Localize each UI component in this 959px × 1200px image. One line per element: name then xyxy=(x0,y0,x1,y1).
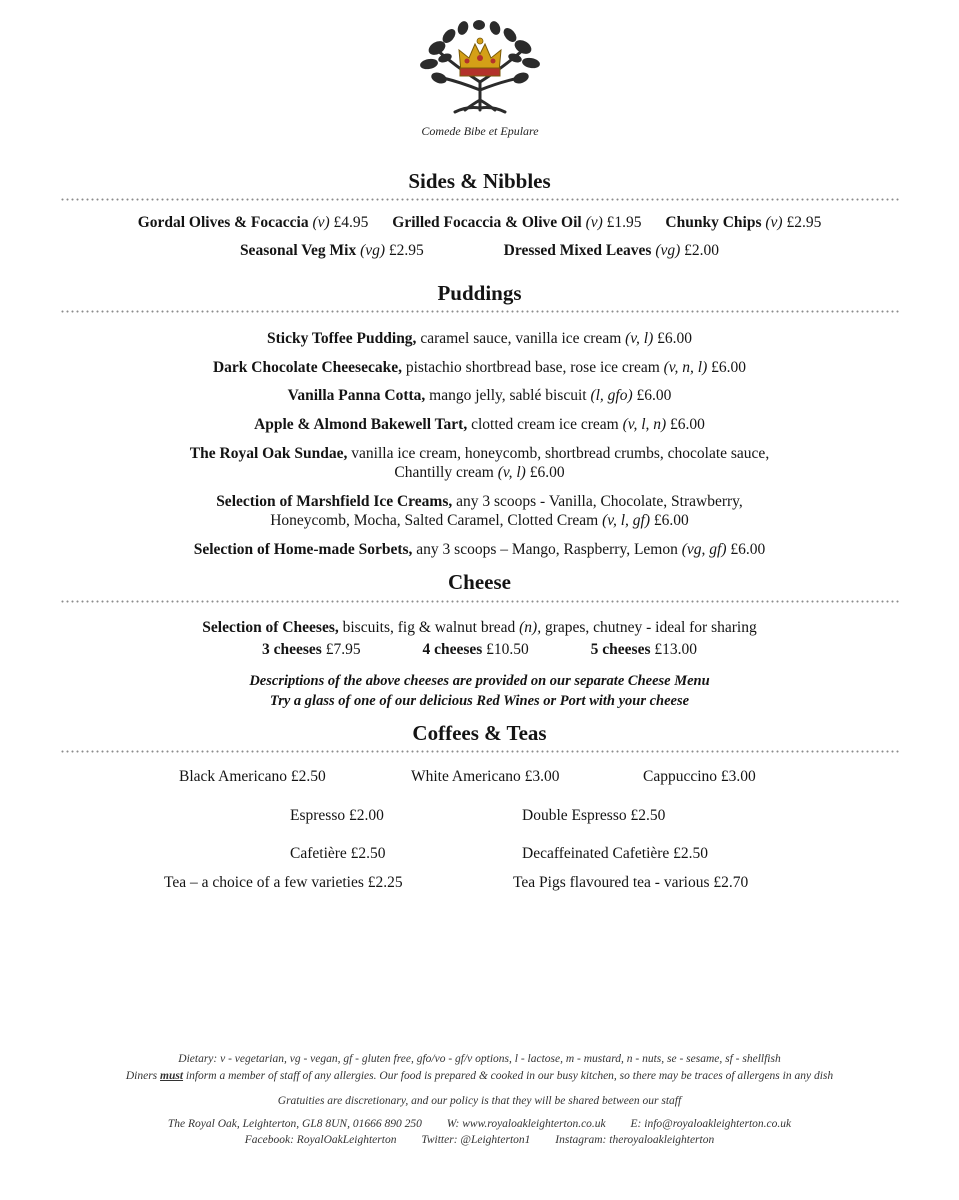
menu-item: Selection of Home-made Sorbets, any 3 scoops – Mango, Raspberry, Lemon (vg, gf) £6.00 xyxy=(193,541,766,558)
menu-item: White Americano £3.00 xyxy=(411,768,560,785)
section-title-puddings: Puddings xyxy=(437,281,522,305)
menu-item: Cappuccino £3.00 xyxy=(643,768,756,785)
sides-row-2 xyxy=(20,241,939,261)
menu-item: Gordal Olives & Focaccia (v) £4.95 xyxy=(137,214,369,231)
website-link[interactable]: W: www.royaloakleighterton.co.uk xyxy=(446,1118,606,1130)
menu-item: The Royal Oak Sundae, vanilla ice cream, honeycomb, shortbread crumbs, chocolate sauce, xyxy=(189,445,770,462)
motto: Comede Bibe et Epulare xyxy=(421,124,539,138)
menu-item: Espresso £2.00 xyxy=(290,807,384,824)
cheese-selection: Selection of Cheeses, biscuits, fig & walnut bread (n), grapes, chutney - ideal for sharing xyxy=(202,619,757,636)
menu-item: Tea – a choice of a few varieties £2.25 xyxy=(164,874,403,891)
oak-crown-emblem-icon xyxy=(415,20,545,116)
cheese-options xyxy=(20,640,939,660)
cheese-note: Descriptions of the above cheeses are provided on our separate Cheese Menu xyxy=(249,673,710,689)
sides-row-1 xyxy=(20,213,939,233)
allergy-notice: Diners must inform a member of staff of any allergies. Our food is prepared & cooked in our busy kitchen, so there may be traces of allergens in any dish xyxy=(125,1070,834,1082)
menu-item: Chunky Chips (v) £2.95 xyxy=(665,214,822,231)
gratuities-notice: Gratuities are discretionary, and our policy is that they will be shared between our staff xyxy=(277,1095,682,1107)
menu-item: Double Espresso £2.50 xyxy=(522,807,666,824)
dotted-divider xyxy=(60,309,900,314)
dotted-divider xyxy=(60,599,900,604)
cheese-note: Try a glass of one of our delicious Red Wines or Port with your cheese xyxy=(269,693,690,709)
facebook-link[interactable]: Facebook: RoyalOakLeighterton xyxy=(244,1134,397,1146)
menu-item: Seasonal Veg Mix (vg) £2.95 xyxy=(239,242,424,259)
menu-item-continued: Chantilly cream (v, l) £6.00 xyxy=(394,464,565,481)
dietary-key: Dietary: v - vegetarian, vg - vegan, gf - gluten free, gfo/vo - gf/v options, l - lactose, m - mustard, n - nuts, se - sesame, sf - shellfish xyxy=(178,1053,781,1065)
section-title-coffees: Coffees & Teas xyxy=(412,721,547,745)
section-title-sides: Sides & Nibbles xyxy=(408,169,551,193)
cheese-option: 5 cheeses £13.00 xyxy=(590,641,697,658)
menu-item: Apple & Almond Bakewell Tart, clotted cream ice cream (v, l, n) £6.00 xyxy=(254,416,705,433)
contact-line xyxy=(20,1118,939,1130)
menu-item-continued: Honeycomb, Mocha, Salted Caramel, Clotted Cream (v, l, gf) £6.00 xyxy=(270,512,689,529)
twitter-link[interactable]: Twitter: @Leighterton1 xyxy=(421,1134,531,1146)
email-link[interactable]: E: info@royaloakleighterton.co.uk xyxy=(630,1118,792,1130)
royal-oak-logo xyxy=(415,20,545,116)
menu-item: Vanilla Panna Cotta, mango jelly, sablé biscuit (l, gfo) £6.00 xyxy=(287,387,672,404)
social-line xyxy=(20,1134,939,1146)
menu-item: Dressed Mixed Leaves (vg) £2.00 xyxy=(503,242,720,259)
dotted-divider xyxy=(60,197,900,202)
menu-item: Selection of Marshfield Ice Creams, any 3 scoops - Vanilla, Chocolate, Strawberry, xyxy=(216,493,743,510)
dotted-divider xyxy=(60,749,900,754)
cheese-option: 4 cheeses £10.50 xyxy=(422,641,529,658)
menu-item: Cafetière £2.50 xyxy=(290,845,386,862)
cheese-option: 3 cheeses £7.95 xyxy=(262,641,361,658)
menu-item: Sticky Toffee Pudding, caramel sauce, vanilla ice cream (v, l) £6.00 xyxy=(267,330,692,347)
menu-item: Black Americano £2.50 xyxy=(179,768,326,785)
menu-item: Grilled Focaccia & Olive Oil (v) £1.95 xyxy=(392,214,642,231)
menu-item: Dark Chocolate Cheesecake, pistachio shortbread base, rose ice cream (v, n, l) £6.00 xyxy=(212,359,746,376)
menu-item: Tea Pigs flavoured tea - various £2.70 xyxy=(513,874,749,891)
instagram-link[interactable]: Instagram: theroyaloakleighterton xyxy=(555,1134,715,1146)
menu-item: Decaffeinated Cafetière £2.50 xyxy=(522,845,709,862)
address: The Royal Oak, Leighterton, GL8 8UN, 01666 890 250 xyxy=(167,1118,422,1130)
section-title-cheese: Cheese xyxy=(448,570,511,594)
